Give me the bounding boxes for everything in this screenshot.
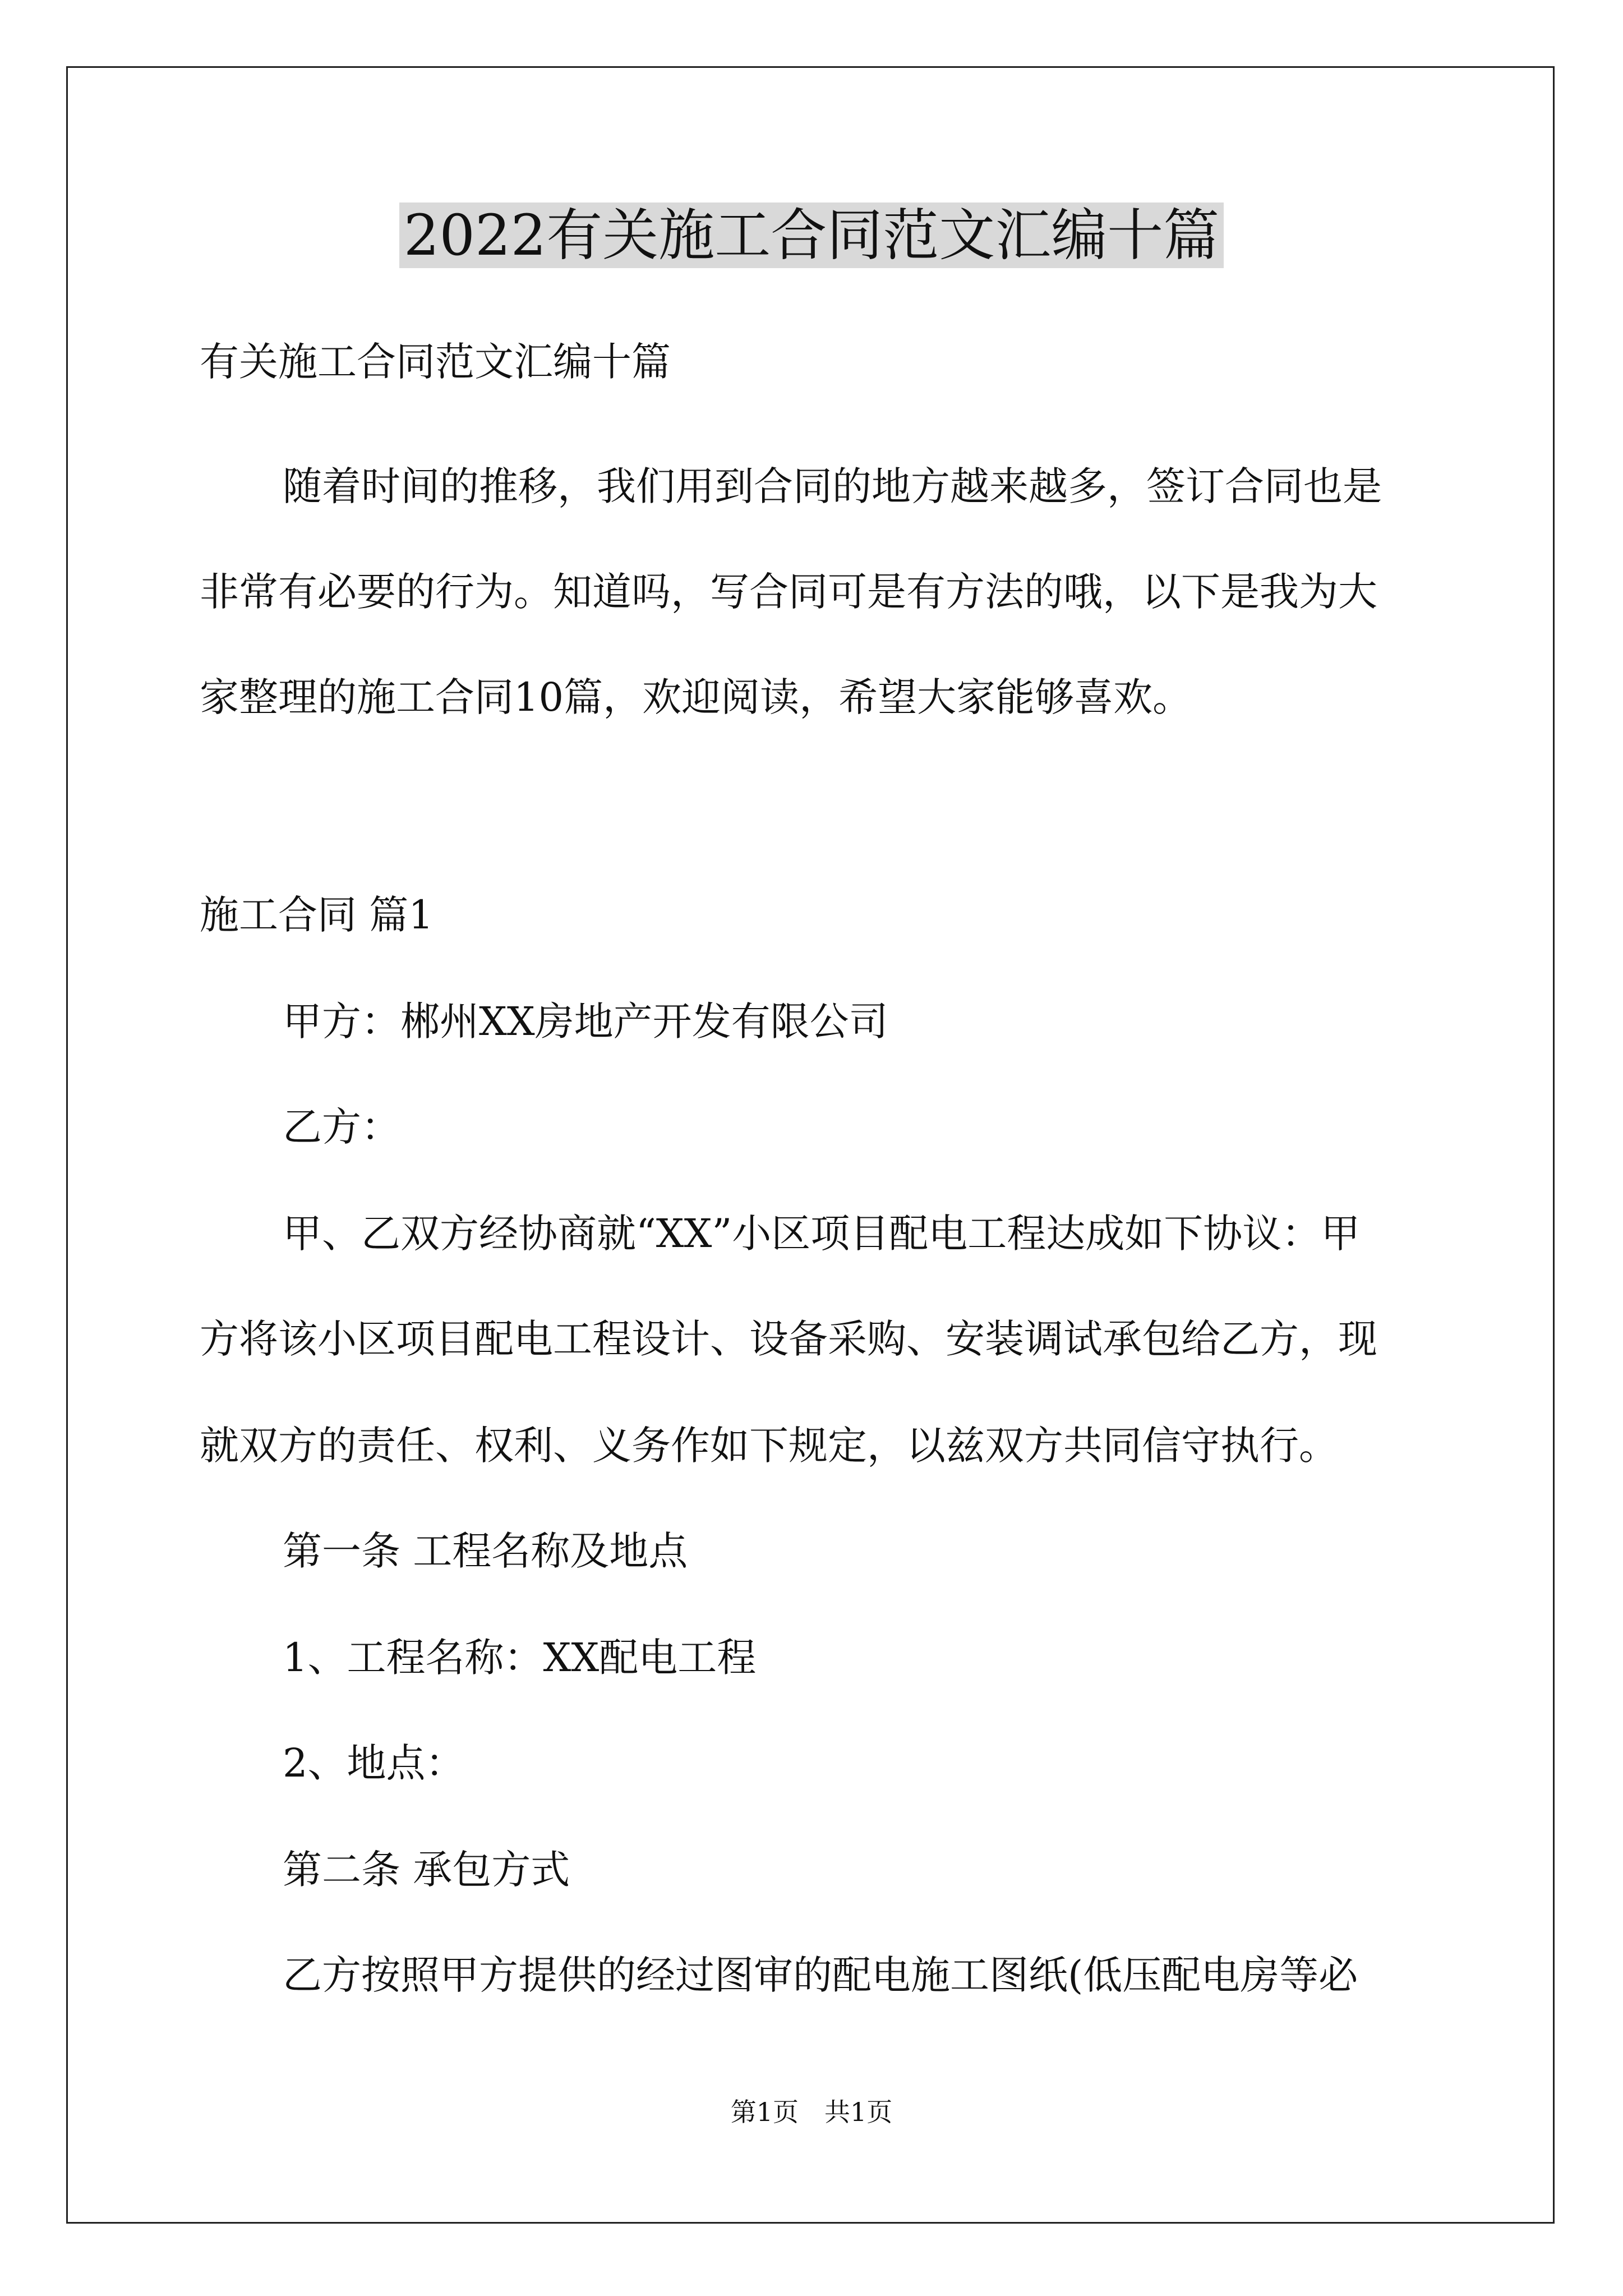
page-number-footer: 第1页 共1页 (730, 2097, 893, 2127)
paragraph-line: 就双方的责任、权利、义务作如下规定，以兹双方共同信守执行。 (200, 1423, 1338, 1469)
article-heading: 第二条 承包方式 (283, 1847, 570, 1893)
paragraph-line: 甲、乙双方经协商就“XX”小区项目配电工程达成如下协议：甲 (283, 1211, 1361, 1257)
paragraph-line: 方将该小区项目配电工程设计、设备采购、安装调试承包给乙方，现 (200, 1316, 1377, 1362)
subtitle-line: 有关施工合同范文汇编十篇 (200, 339, 671, 385)
document-title-text: 2022有关施工合同范文汇编十篇 (399, 203, 1224, 268)
section-heading: 施工合同 篇1 (200, 892, 434, 938)
article-heading: 第一条 工程名称及地点 (283, 1528, 688, 1574)
paragraph-line: 随着时间的推移，我们用到合同的地方越来越多，签订合同也是 (283, 463, 1382, 509)
paragraph-line: 乙方按照甲方提供的经过图审的配电施工图纸(低压配电房等必 (283, 1952, 1358, 1998)
paragraph-line: 家整理的施工合同10篇，欢迎阅读，希望大家能够喜欢。 (200, 674, 1192, 720)
list-item: 2、地点： (283, 1740, 465, 1786)
party-a-line: 甲方：郴州XX房地产开发有限公司 (283, 999, 888, 1045)
list-item: 1、工程名称：XX配电工程 (283, 1635, 757, 1681)
document-title (0, 199, 1623, 272)
party-b-line: 乙方： (283, 1104, 400, 1150)
paragraph-line: 非常有必要的行为。知道吗，写合同可是有方法的哦，以下是我为大 (200, 569, 1377, 615)
